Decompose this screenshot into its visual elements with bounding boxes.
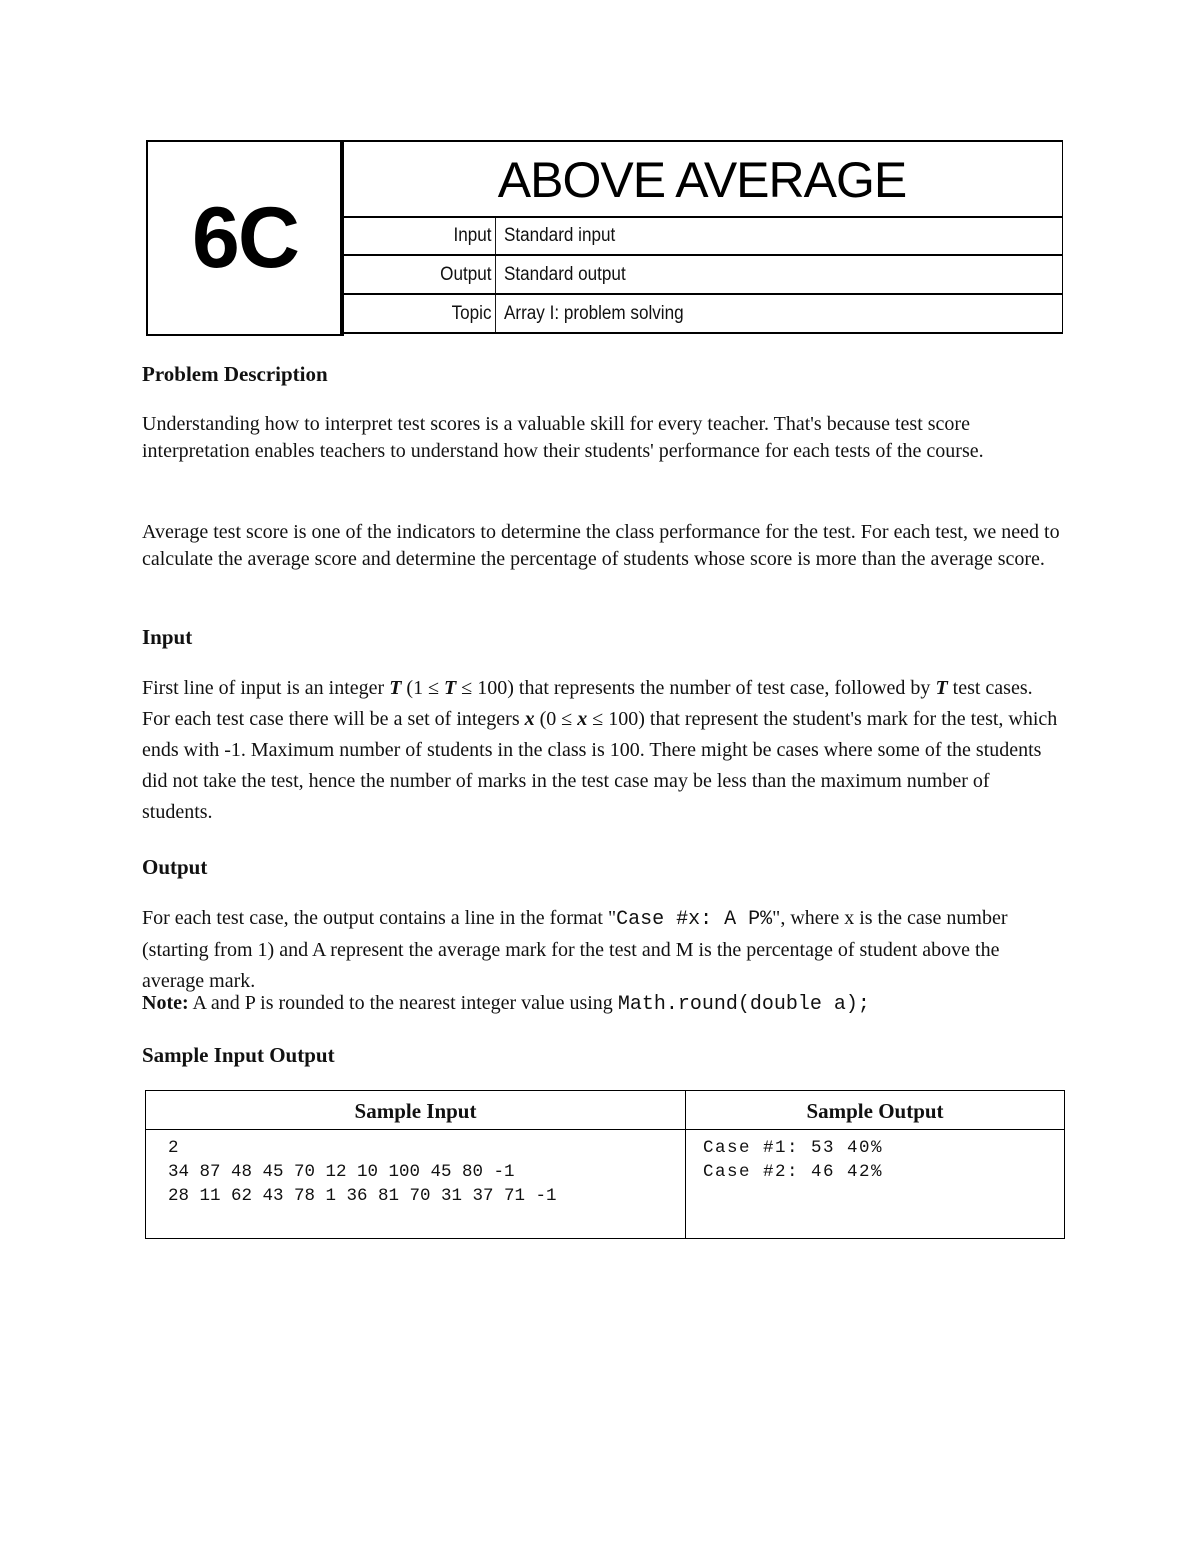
output-paragraph [142, 903, 1062, 997]
input-heading: Input [142, 625, 193, 649]
note-label: Note: [142, 992, 189, 1014]
info-value: Array I: problem solving [504, 303, 684, 324]
sample-input-text: 2 34 87 48 45 70 12 10 100 45 80 -1 28 11 62 43 78 1 36 81 70 31 37 71 -1 [168, 1138, 557, 1206]
sample-table [145, 1090, 1065, 1239]
info-value: Standard input [504, 225, 616, 246]
problem-code: 6C [146, 140, 344, 336]
problem-paragraph-2: Average test score is one of the indicators to determine the class performance for the test. For each test, we need to calculate the average score and determine the percentage of students whose score is more than the average score. [142, 521, 1060, 570]
note-paragraph [142, 988, 1062, 1020]
var-x: x [577, 708, 588, 730]
note-text: A and P is rounded to the nearest integer value using [188, 992, 618, 1014]
input-text: ≤ 100) that represent the student's mark for the test, which ends with -1. Maximum number of students in the class is 100. There might be cases where some of the students did not take the test, hence the number of marks in the test case may be less than the maximum number of students. [142, 708, 1058, 823]
sample-output-text: Case #1: 53 40% Case #2: 46 42% [703, 1138, 884, 1182]
input-text: (0 ≤ [534, 708, 578, 730]
input-text: test cases. For each test case there will be a set of integers [142, 677, 1033, 730]
sample-input-column [146, 1091, 686, 1238]
info-value: Standard output [504, 264, 626, 285]
output-text: ", where x is the case number (starting from 1) and A represent the average mark for the test and M is the percentage of student above the average mark. [142, 907, 1008, 992]
output-text: For each test case, the output contains a line in the format " [142, 907, 617, 929]
info-label: Topic [357, 295, 496, 332]
input-text: ≤ 100) that represents the number of test case, followed by [456, 677, 936, 699]
var-T: T [444, 677, 457, 699]
problem-title: ABOVE AVERAGE [340, 140, 1063, 218]
input-text: First line of input is an integer [142, 677, 390, 699]
info-label: Output [357, 256, 496, 293]
sample-output-column [686, 1091, 1064, 1238]
problem-header [146, 140, 1064, 334]
input-paragraph [142, 673, 1062, 828]
sample-input-header: Sample Input [146, 1091, 685, 1130]
note-code: Math.round(double a); [617, 993, 870, 1016]
output-heading: Output [142, 855, 208, 879]
sample-output-header: Sample Output [686, 1091, 1064, 1130]
var-T: T [389, 677, 402, 699]
sample-heading: Sample Input Output [142, 1043, 335, 1067]
info-row-output [340, 255, 1063, 294]
problem-paragraph-1: Understanding how to interpret test scores is a valuable skill for every teacher. That's because test score interpretation enables teachers to understand how their students' performance for each tests of the course. [142, 413, 984, 462]
info-row-input [340, 216, 1063, 255]
var-T: T [935, 677, 948, 699]
problem-info [340, 140, 1062, 334]
output-format-code: Case #x: A P% [616, 908, 773, 931]
var-x: x [524, 708, 535, 730]
info-label: Input [357, 217, 496, 254]
input-text: (1 ≤ [401, 677, 445, 699]
problem-description-heading: Problem Description [142, 362, 328, 386]
info-row-topic [340, 294, 1063, 334]
